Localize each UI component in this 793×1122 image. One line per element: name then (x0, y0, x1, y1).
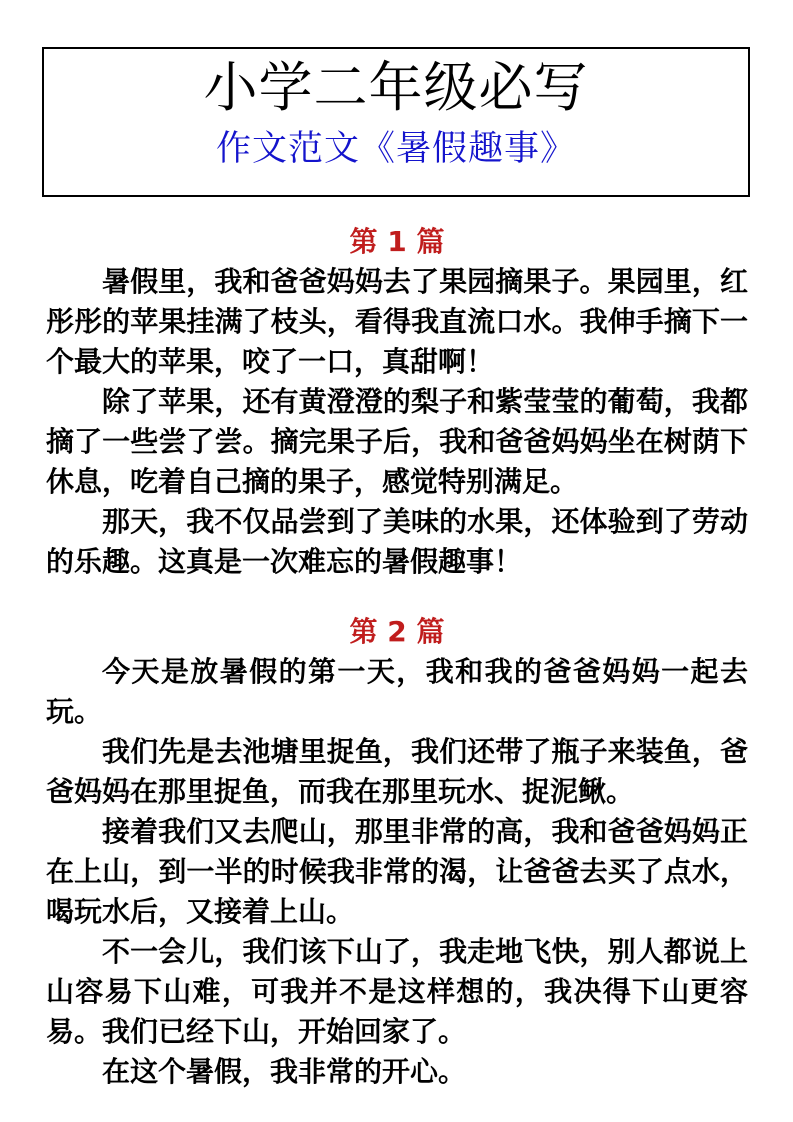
document-body (46, 197, 748, 1092)
essay-1-paragraph-1: 暑假里，我和爸爸妈妈去了果园摘果子。果园里，红彤彤的苹果挂满了枝头，看得我直流口水。我伸手摘下一个最大的苹果，咬了一口，真甜啊！ (46, 265, 748, 378)
essay-2-paragraph-4: 不一会儿，我们该下山了，我走地飞快，别人都说上山容易下山难，可我并不是这样想的，我决得下山更容易。我们已经下山，开始回家了。 (46, 935, 748, 1048)
essay-2-heading: 第 2 篇 (349, 615, 445, 648)
essay-2-paragraph-2: 我们先是去池塘里捉鱼，我们还带了瓶子来装鱼，爸爸妈妈在那里捉鱼，而我在那里玩水、捉泥鳅。 (46, 735, 748, 808)
essay-2 (46, 612, 748, 1092)
document-subtitle: 作文范文《暑假趣事》 (215, 129, 576, 169)
essay-2-paragraph-1: 今天是放暑假的第一天，我和我的爸爸妈妈一起去玩。 (46, 655, 748, 728)
essay-1 (46, 222, 748, 582)
document-title: 小学二年级必写 (203, 56, 589, 119)
title-box (42, 47, 750, 197)
essay-1-paragraph-2: 除了苹果，还有黄澄澄的梨子和紫莹莹的葡萄，我都摘了一些尝了尝。摘完果子后，我和爸爸妈妈坐在树荫下休息，吃着自己摘的果子，感觉特别满足。 (46, 385, 748, 498)
essay-2-paragraph-5: 在这个暑假，我非常的开心。 (102, 1055, 467, 1088)
essay-2-paragraph-3: 接着我们又去爬山，那里非常的高，我和爸爸妈妈正在上山，到一半的时候我非常的渴，让爸爸去买了点水，喝玩水后，又接着上山。 (46, 815, 748, 928)
essay-1-heading: 第 1 篇 (349, 225, 445, 258)
essay-1-paragraph-3: 那天，我不仅品尝到了美味的水果，还体验到了劳动的乐趣。这真是一次难忘的暑假趣事！ (46, 505, 748, 578)
